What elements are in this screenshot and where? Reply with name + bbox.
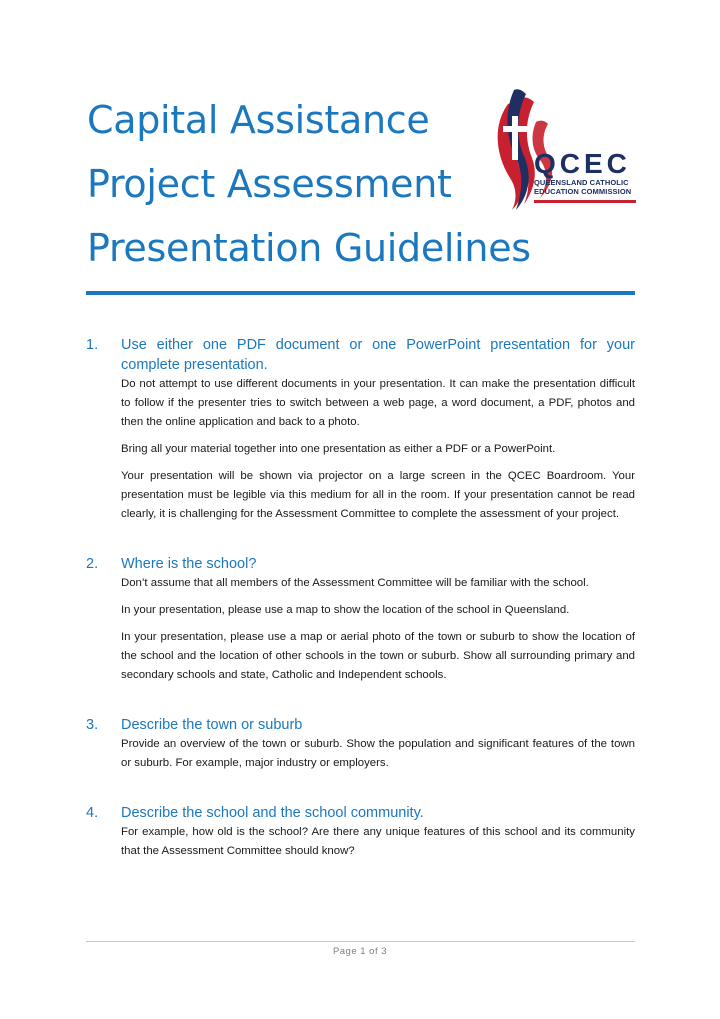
logo-line-2: EDUCATION COMMISSION [534, 187, 632, 196]
section-paragraph: In your presentation, please use a map to show the location of the school in Queensland. [121, 604, 570, 616]
title-divider [86, 291, 635, 295]
section-4 [86, 803, 635, 861]
section-number: 4. [86, 805, 99, 821]
section-heading: Describe the school and the school community. [121, 805, 424, 821]
section-heading: Describe the town or suburb [121, 717, 303, 733]
section-paragraph: Provide an overview of the town or suburb. Show the population and significant features of the town or suburb. For example, major industry or employers. [121, 738, 635, 769]
section-paragraph: Your presentation will be shown via projector on a large screen in the QCEC Boardroom. Your presentation must be legible via this medium for all in the room. If your presentation cannot be read clearly, it is challenging for the Assessment Committee to complete the assessment of your project. [121, 470, 635, 520]
section-2 [86, 554, 635, 685]
section-paragraph: Don’t assume that all members of the Assessment Committee will be familiar with the school. [121, 577, 589, 589]
guidelines-list [86, 335, 635, 869]
section-1 [86, 335, 635, 524]
page-number: Page 1 of 3 [332, 946, 388, 957]
section-number: 3. [86, 717, 99, 733]
footer-divider [86, 941, 635, 942]
section-paragraph: In your presentation, please use a map or aerial photo of the town or suburb to show the location of the school and the location of other schools in the town or suburb. Show all surrounding primary and secondary schools and state, Catholic and Independent schools. [121, 631, 635, 681]
section-heading: Where is the school? [121, 556, 257, 572]
section-paragraph: Bring all your material together into one presentation as either a PDF or a PowerPoint. [121, 443, 556, 455]
logo-line-1: QUEENSLAND CATHOLIC [534, 178, 629, 187]
section-paragraph: Do not attempt to use different documents in your presentation. It can make the presentation difficult to follow if the presenter tries to switch between a web page, a word document, a PDF, photos and then the online application and back to a photo. [121, 378, 635, 428]
title-line-3: Presentation Guidelines [87, 226, 531, 270]
title-line-1: Capital Assistance [87, 98, 430, 142]
section-paragraph: For example, how old is the school? Are there any unique features of this school and its community that the Assessment Committee should know? [121, 826, 635, 857]
logo-text [534, 150, 631, 196]
logo-acronym: QCEC [534, 148, 631, 179]
title-line-2: Project Assessment [87, 162, 452, 206]
section-number: 2. [86, 556, 99, 572]
qcec-logo [490, 86, 640, 212]
section-number: 1. [86, 337, 99, 353]
section-3 [86, 715, 635, 773]
section-heading: Use either one PDF document or one PowerPoint presentation for your complete presentation. [121, 337, 635, 373]
document-title [87, 88, 531, 280]
